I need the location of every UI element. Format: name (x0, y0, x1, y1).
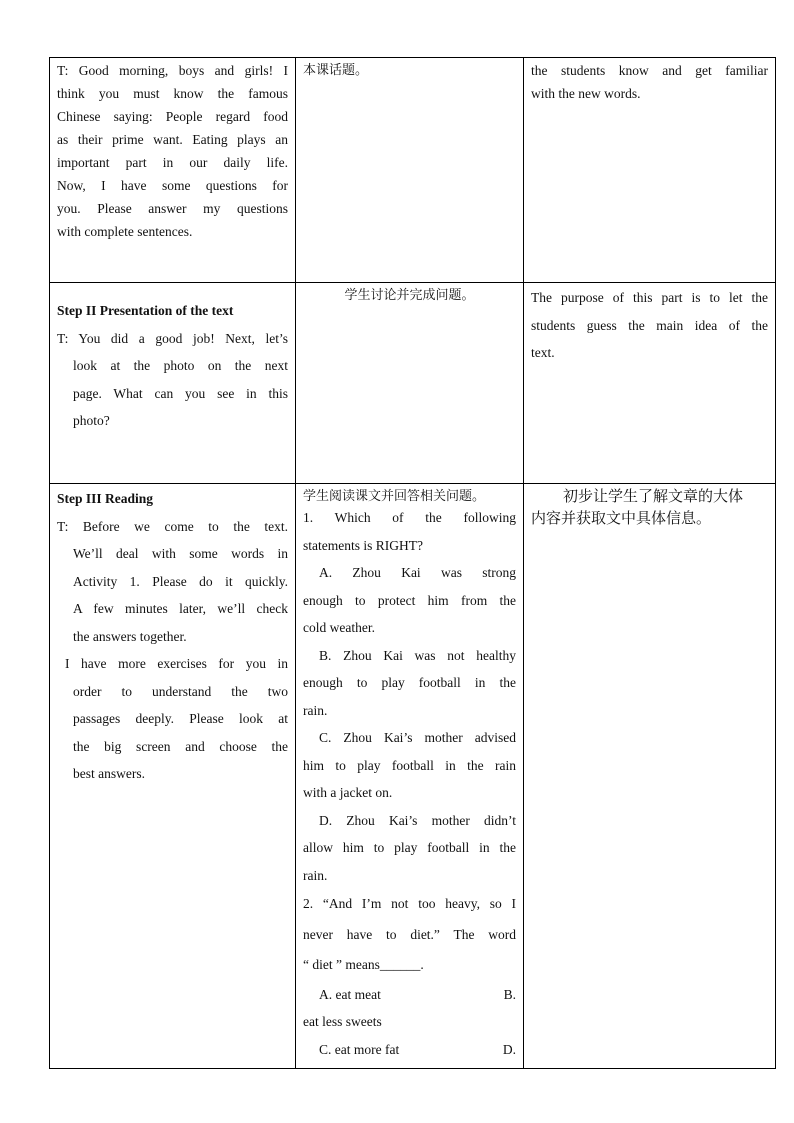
text-line: best answers. (73, 766, 145, 781)
question-1 (303, 504, 516, 889)
text-line: think you must know the famous (57, 86, 288, 101)
option-row (303, 981, 516, 1009)
option-b-text: eat less sweets (303, 1014, 382, 1029)
text-line: rain. (303, 702, 328, 718)
option-c: C. Zhou Kai’s mother advised (319, 730, 516, 745)
text-line: important part in our daily life. (57, 155, 288, 170)
text-line: you. Please answer my questions (57, 201, 288, 216)
option-a: A. eat meat (319, 986, 381, 1002)
text-line: enough to play football in the (303, 675, 516, 690)
text-line: allow him to play football in the (303, 840, 516, 855)
question-2 (303, 889, 516, 981)
text-line: The purpose of this part is to let the (531, 290, 768, 305)
text-line: the answers together. (73, 628, 187, 644)
student-activity-cell (296, 484, 524, 1069)
student-activity-cell (296, 58, 524, 283)
teacher-activity-cell (50, 484, 296, 1069)
question-2-options (303, 981, 516, 1064)
text-line: never have to diet.” The word (303, 926, 516, 942)
option-a: A. Zhou Kai was strong (319, 565, 516, 580)
teacher-greeting (57, 59, 288, 243)
text-line: him to play football in the rain (303, 757, 516, 773)
teacher-activity-cell (50, 283, 296, 484)
table-row (50, 58, 776, 283)
text-line: Now, I have some questions for (57, 178, 288, 193)
text-line: 2. “And I’m not too heavy, so I (303, 896, 516, 911)
student-activity-text: 本课话题。 (303, 63, 369, 78)
text-line: Chinese saying: People regard food (57, 109, 288, 124)
purpose-cell (524, 484, 776, 1069)
option-d: D. (502, 1041, 516, 1057)
table-row (50, 283, 776, 484)
teacher-activity-cell (50, 58, 296, 283)
text-line: “ diet ” means______. (303, 957, 424, 972)
text-line: T: Before we come to the text. (57, 518, 288, 534)
student-activity-text: 学生讨论并完成问题。 (344, 288, 475, 303)
text-line: Activity 1. Please do it quickly. (73, 573, 288, 589)
text-line: T: You did a good job! Next, let’s (57, 330, 288, 346)
text-line: cold weather. (303, 620, 375, 635)
text-line: 初步让学生了解文章的大体 (563, 487, 744, 505)
option-b: B. Zhou Kai was not healthy (319, 647, 516, 663)
text-line: with a jacket on. (303, 785, 393, 800)
text-line: page. What can you see in this (73, 385, 288, 401)
text-line: 1. Which of the following (303, 510, 516, 525)
option-b: B. (503, 986, 516, 1002)
purpose-cell (524, 283, 776, 484)
text-line: enough to protect him from the (303, 592, 516, 608)
table-row (50, 484, 776, 1069)
text-line: rain. (303, 867, 328, 883)
purpose-cell (524, 58, 776, 283)
text-line: photo? (73, 413, 110, 428)
step-title: Step II Presentation of the text (57, 303, 234, 318)
text-line: order to understand the two (73, 683, 288, 699)
text-line: I have more exercises for you in (65, 656, 288, 671)
text-line: text. (531, 345, 555, 360)
lesson-plan-table (49, 57, 776, 1069)
text-line: look at the photo on the next (73, 358, 288, 373)
text-line: We’ll deal with some words in (73, 546, 288, 561)
text-line: with complete sentences. (57, 224, 193, 239)
option-row (303, 1036, 516, 1064)
option-d: D. Zhou Kai’s mother didn’t (319, 812, 516, 828)
student-activity-cell (296, 283, 524, 484)
text-line: T: Good morning, boys and girls! I (57, 63, 288, 78)
text-line: the students know and get familiar (531, 63, 768, 78)
student-activity-text: 学生阅读课文并回答相关问题。 (303, 489, 486, 504)
step-title: Step III Reading (57, 491, 154, 506)
text-line: with the new words. (531, 86, 641, 101)
text-line: 内容并获取文中具体信息。 (531, 509, 712, 527)
option-c: C. eat more fat (319, 1041, 400, 1057)
text-line: the big screen and choose the (73, 738, 288, 754)
text-line: A few minutes later, we’ll check (73, 601, 288, 616)
text-line: statements is RIGHT? (303, 537, 423, 553)
text-line: as their prime want. Eating plays an (57, 132, 288, 147)
text-line: students guess the main idea of the (531, 317, 768, 333)
text-line: passages deeply. Please look at (73, 711, 288, 726)
